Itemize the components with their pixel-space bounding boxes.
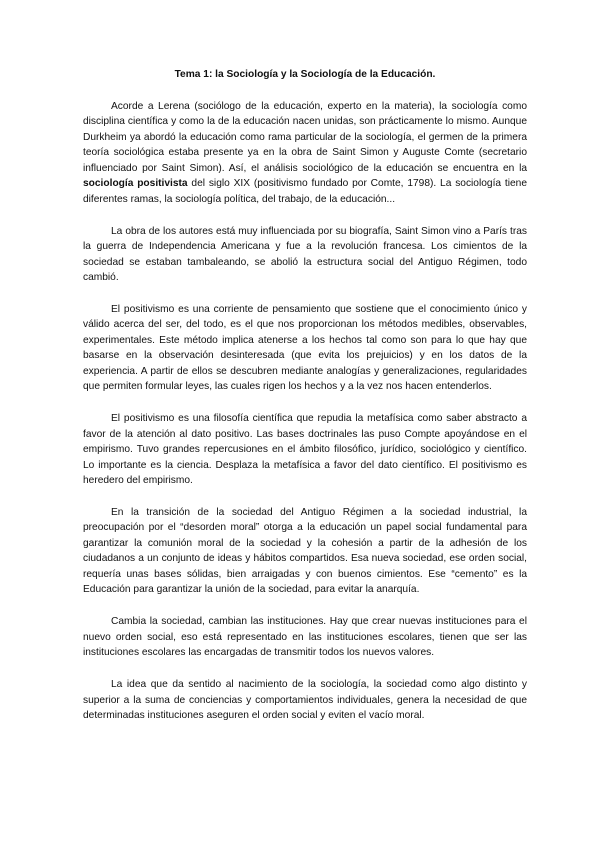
paragraph-1-text-start: Acorde a Lerena (sociólogo de la educación, experto en la materia), la sociología como disciplina científica y como la de la educación nacen unidas, son prácticamente lo mismo. Aunque Durkheim ya abordó la educación como rama particular de la sociología, el germen de la primera teoría sociológica estaba presente ya en la obra de Saint Simon y Auguste Comte (secretario influenciado por Saint Simon). Así, el análisis sociológico de la educación se encuentra en la [83, 101, 527, 174]
paragraph-1 [83, 99, 527, 207]
paragraph-1-text-end: del siglo XIX (positivismo fundado por Comte, 1798). La sociología tiene diferentes ramas, la sociología política, del trabajo, de la educación... [83, 178, 527, 205]
paragraph-3: El positivismo es una corriente de pensamiento que sostiene que el conocimiento único y válido acerca del ser, del todo, es el que nos proporcionan los métodos medibles, observables, experimentales. Este método implica atenerse a los hechos tal como son para lo que hay que basarse en la observación desinteresada (que evita los prejuicios) y en los datos de la experiencia. A partir de ellos se descubren mediante analogías y generalizaciones, regularidades que permiten formular leyes, las cuales rigen los hechos y a la vez nos hacen entenderlos. [83, 303, 527, 393]
paragraph-2: La obra de los autores está muy influenciada por su biografía, Saint Simon vino a París tras la guerra de Independencia Americana y fue a la revolución francesa. Los cimientos de la sociedad se estaban tambaleando, se abolió la estructura social del Antiguo Régimen, todo cambió. [83, 225, 527, 284]
paragraph-5: En la transición de la sociedad del Antiguo Régimen a la sociedad industrial, la preocupación por el “desorden moral” otorga a la educación un papel social fundamental para garantizar la comunión moral de la sociedad y la cohesión a partir de la adhesión de los ciudadanos a un conjunto de ideas y hábitos compartidos. Esa nueva sociedad, ese orden social, requería unas bases sólidas, bien arraigadas y con buenos cimientos. Ese “cemento” es la Educación para garantizar la unión de la sociedad, para evitar la anarquía. [83, 506, 527, 596]
paragraph-6: Cambia la sociedad, cambian las instituciones. Hay que crear nuevas instituciones para el nuevo orden social, eso está representado en las instituciones escolares, tienen que ser las instituciones escolares las encargadas de transmitir todos los nuevos valores. [83, 616, 527, 659]
document-title: Tema 1: la Sociología y la Sociología de la Educación. [174, 69, 436, 80]
bold-term-sociologia-positivista: sociología positivista [83, 178, 188, 190]
paragraph-4: El positivismo es una filosofía científica que repudia la metafísica como saber abstracto a favor de la atención al dato positivo. Las bases doctrinales las puso Compte apoyándose en el empirismo. Tuvo grandes repercusiones en el ámbito filosófico, jurídico, sociológico y científico. Lo importante es la ciencia. Desplaza la metafísica a favor del dato científico. El positivismo es heredero del empirismo. [83, 413, 527, 487]
paragraph-7: La idea que da sentido al nacimiento de la sociología, la sociedad como algo distinto y superior a la suma de conciencias y comportamientos individuales, genera la necesidad de que determinadas instituciones aseguren el orden social y eviten el vacío moral. [83, 679, 527, 721]
document-body [83, 68, 527, 740]
